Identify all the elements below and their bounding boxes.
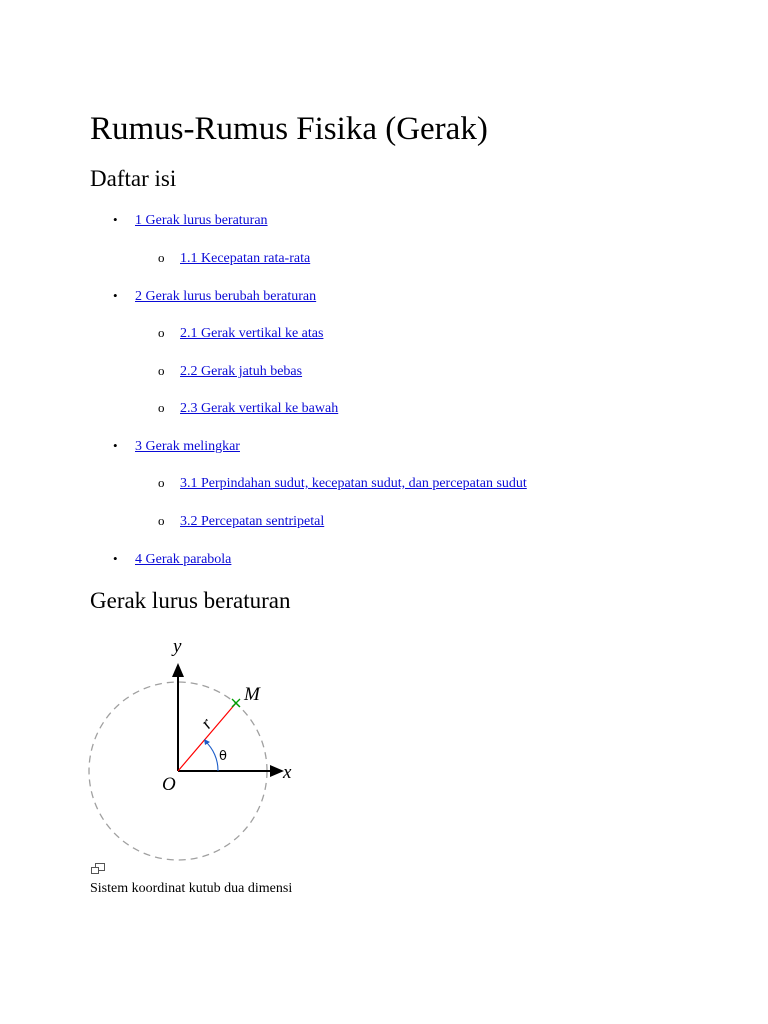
toc-link-gerak-vertikal-ke-atas[interactable]: 2.1 Gerak vertikal ke atas: [180, 326, 324, 341]
toc-link-gerak-melingkar[interactable]: 3 Gerak melingkar: [135, 439, 240, 454]
toc-link-gerak-lurus-berubah-beraturan[interactable]: 2 Gerak lurus berubah beraturan: [135, 289, 317, 304]
toc-link-gerak-jatuh-bebas[interactable]: 2.2 Gerak jatuh bebas: [180, 364, 303, 379]
bullet-circle: o: [158, 513, 165, 528]
bullet-circle: o: [158, 250, 165, 265]
bullet-disc: •: [113, 551, 118, 566]
origin-label: O: [162, 774, 176, 795]
toc-link-kecepatan-rata-rata[interactable]: 1.1 Kecepatan rata-rata: [180, 251, 311, 266]
toc-item-2: [113, 286, 316, 306]
angle-arc-arrow: [204, 739, 210, 745]
radius-line: [178, 703, 236, 771]
toc-link-percepatan-sentripetal[interactable]: 3.2 Percepatan sentripetal: [180, 514, 325, 529]
angle-arc: [205, 741, 218, 771]
x-axis-arrow: [270, 765, 284, 777]
toc-item-3-1: [158, 473, 527, 493]
angle-label: θ: [219, 749, 227, 764]
toc-heading: Daftar isi: [90, 166, 177, 191]
toc-link-gerak-parabola[interactable]: 4 Gerak parabola: [135, 552, 232, 567]
point-m-label: M: [244, 684, 260, 705]
polar-coordinate-figure: [86, 634, 306, 866]
toc-link-gerak-vertikal-ke-bawah[interactable]: 2.3 Gerak vertikal ke bawah: [180, 401, 339, 416]
y-axis-arrow: [172, 663, 184, 677]
bullet-circle: o: [158, 363, 165, 378]
toc-item-1-1: [158, 248, 310, 268]
toc-item-4: [113, 549, 231, 569]
toc-item-2-1: [158, 323, 323, 343]
bullet-circle: o: [158, 325, 165, 340]
toc-item-2-2: [158, 361, 302, 381]
figure-caption: Sistem koordinat kutub dua dimensi: [90, 881, 293, 896]
bullet-disc: •: [113, 288, 118, 303]
point-m-marker: [232, 699, 240, 707]
bullet-disc: •: [113, 212, 118, 227]
x-axis-label: x: [283, 762, 292, 783]
toc-item-3: [113, 436, 240, 456]
toc-item-2-3: [158, 398, 338, 418]
toc-item-1: [113, 210, 268, 230]
bullet-circle: o: [158, 475, 165, 490]
section-heading: Gerak lurus beraturan: [90, 588, 291, 613]
bullet-disc: •: [113, 438, 118, 453]
page-title: Rumus-Rumus Fisika (Gerak): [90, 111, 488, 147]
radius-label: r: [196, 713, 217, 733]
y-axis-label: y: [173, 636, 182, 657]
enlarge-icon[interactable]: [91, 863, 105, 874]
toc-link-gerak-lurus-beraturan[interactable]: 1 Gerak lurus beraturan: [135, 213, 268, 228]
toc-item-3-2: [158, 511, 324, 531]
bullet-circle: o: [158, 400, 165, 415]
toc-link-perpindahan-sudut[interactable]: 3.1 Perpindahan sudut, kecepatan sudut, dan percepatan sudut: [180, 476, 527, 491]
